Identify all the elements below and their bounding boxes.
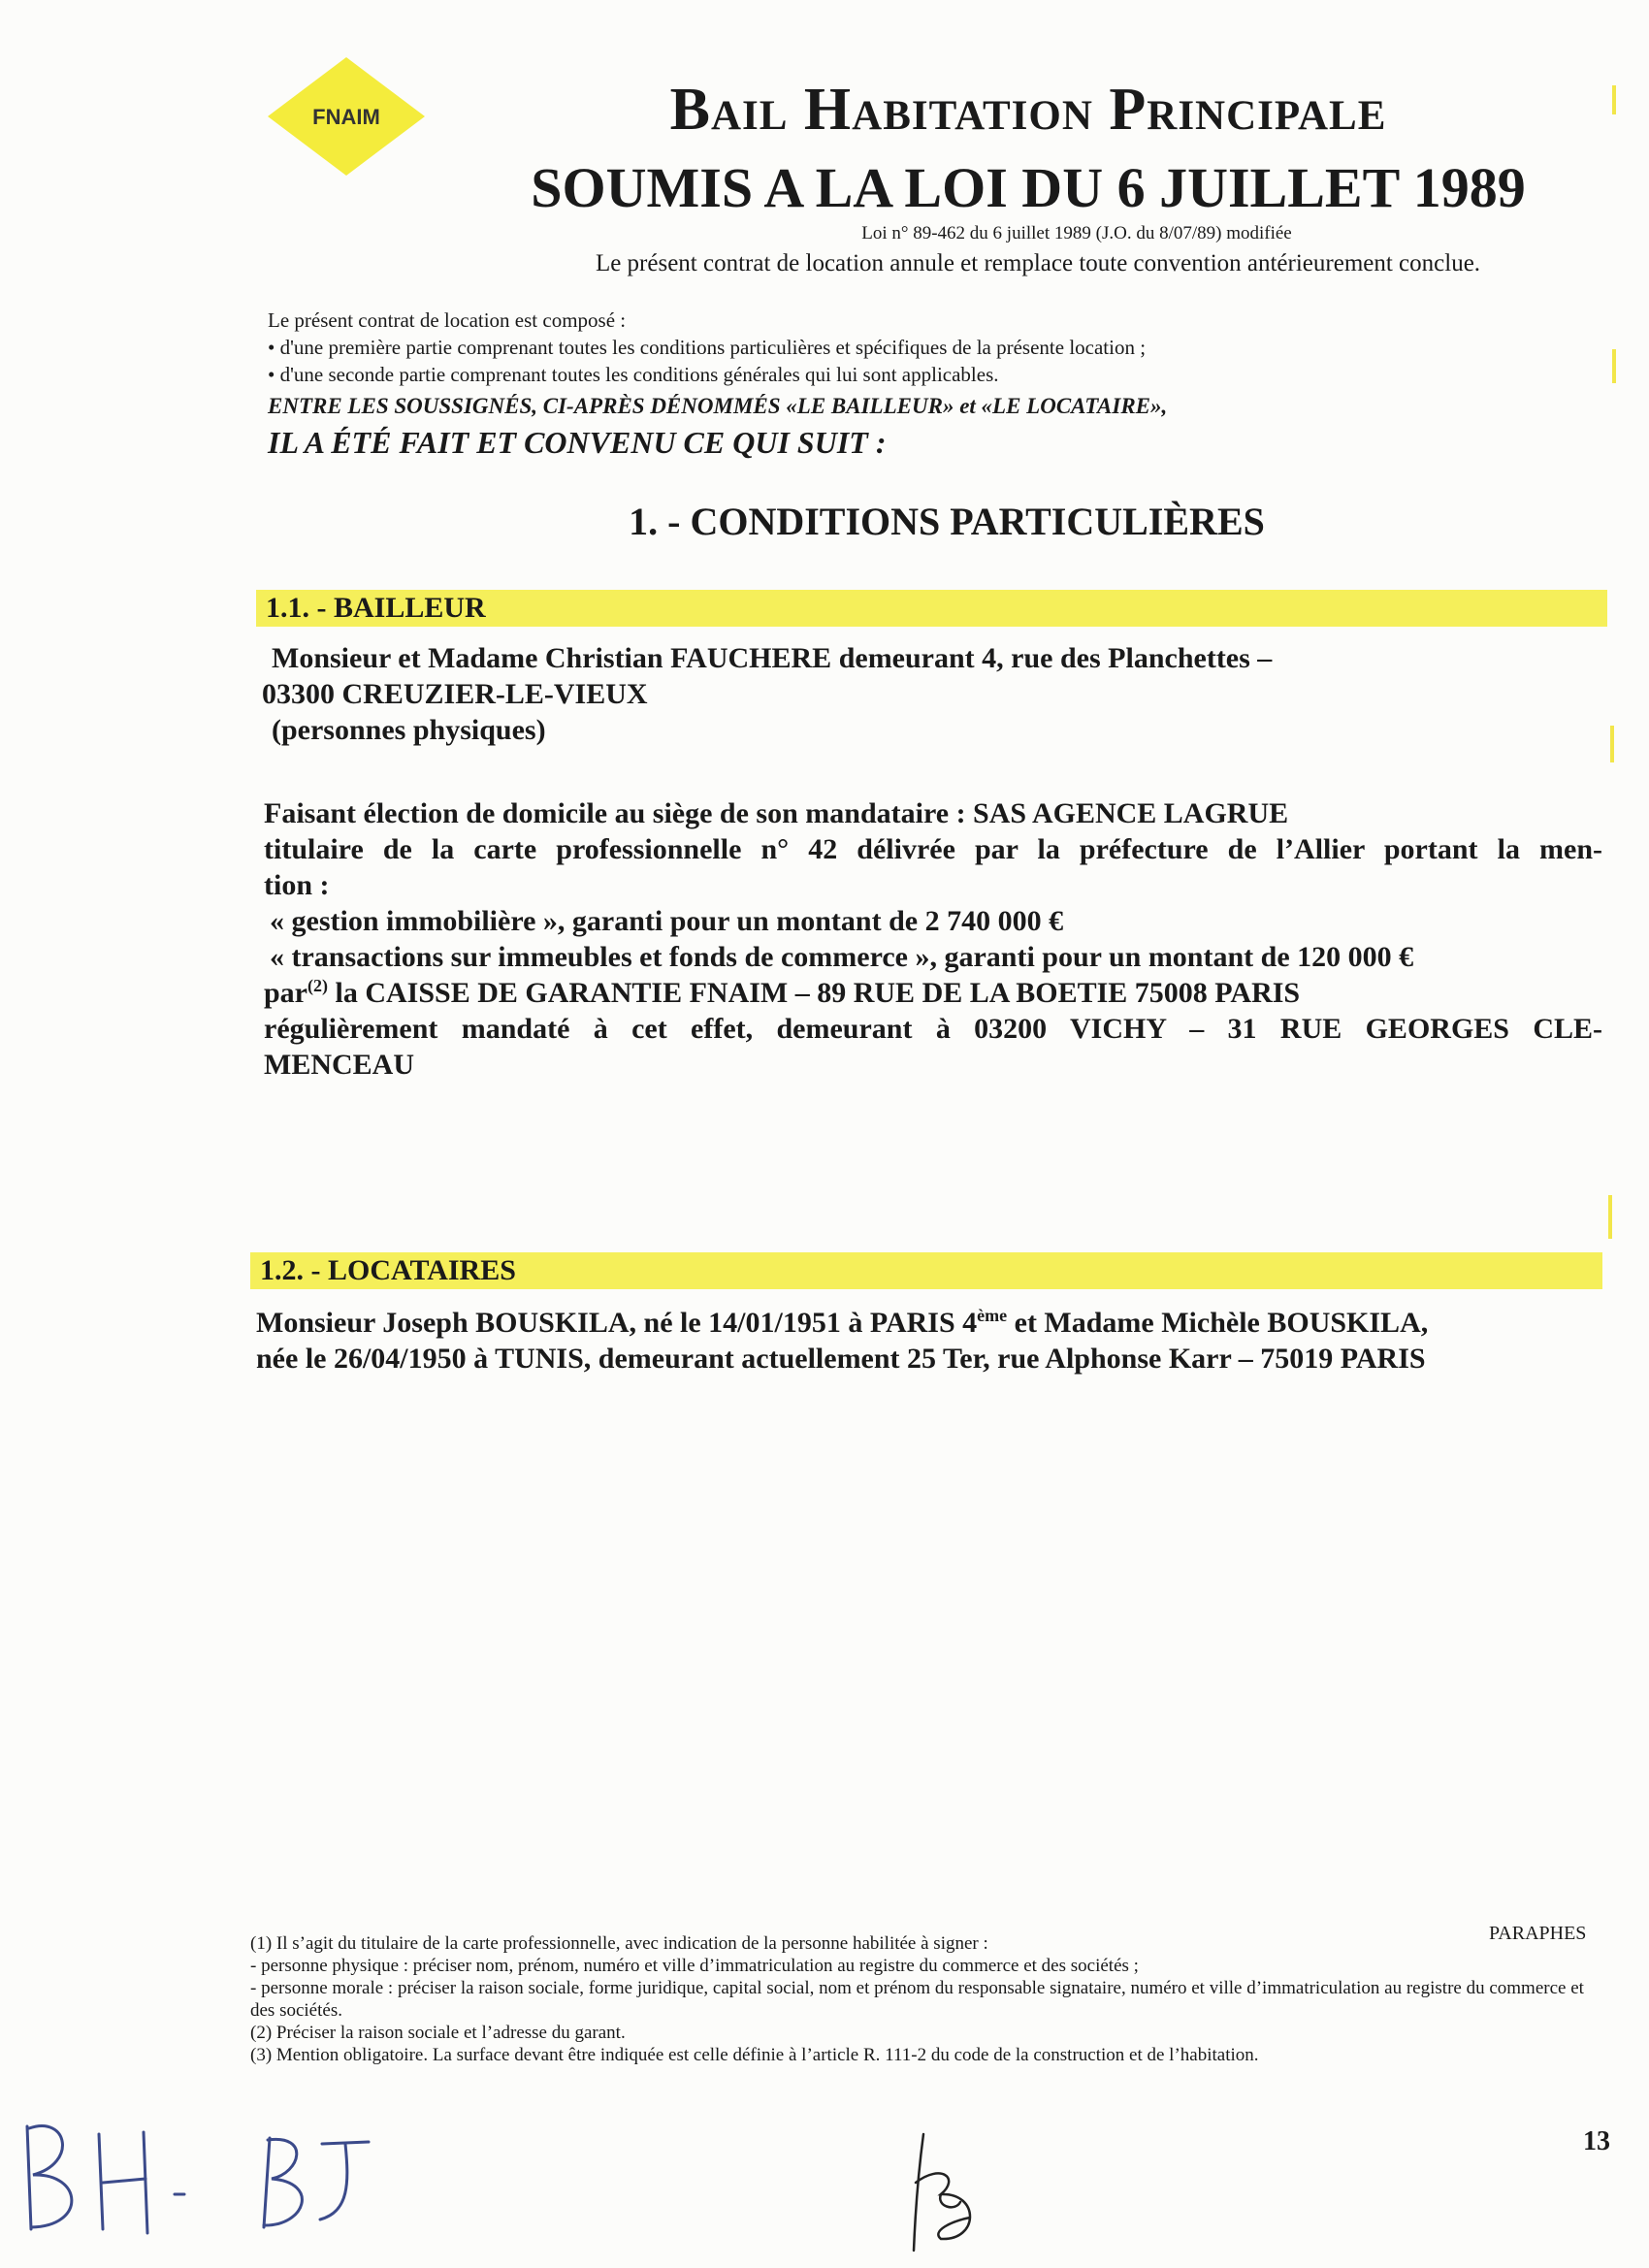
intro-line: Le présent contrat de location est composé : <box>268 308 627 332</box>
mandataire-line: « gestion immobilière », garanti pour un montant de 2 740 000 € <box>270 905 1064 937</box>
agreement-statement: IL A ÉTÉ FAIT ET CONVENU CE QUI SUIT : <box>268 425 887 460</box>
mandataire-line <box>264 975 1602 1011</box>
footnote: (2) Préciser la raison sociale et l’adresse du garant. <box>250 2023 626 2043</box>
edge-mark <box>1612 349 1616 383</box>
bailleur-block <box>262 640 1273 748</box>
bailleur-heading: 1.1. - BAILLEUR <box>256 590 1607 627</box>
intro-line: • d'une première partie comprenant toutes les conditions particulières et spécifiques de la présente location ; <box>268 336 1147 359</box>
replacement-notice: Le présent contrat de location annule et remplace toute convention antérieurement conclue. <box>595 250 1481 276</box>
edge-mark <box>1612 85 1616 114</box>
edge-mark <box>1610 726 1614 762</box>
footnote: (1) Il s’agit du titulaire de la carte professionnelle, avec indication de la personne habilitée à signer : <box>250 1933 988 1954</box>
locataires-line <box>256 1305 1575 1341</box>
section-title: 1. - CONDITIONS PARTICULIÈRES <box>629 500 1265 543</box>
document-subtitle: SOUMIS A LA LOI DU 6 JUILLET 1989 <box>531 156 1526 219</box>
mandataire-block <box>264 795 1602 1083</box>
mandataire-line: MENCEAU <box>264 1049 414 1081</box>
fnaim-logo <box>264 53 429 179</box>
document-title: Bail Habitation Principale <box>669 77 1387 143</box>
locataires-heading: 1.2. - LOCATAIRES <box>250 1252 1602 1289</box>
mandataire-line: régulièrement mandaté à cet effet, demeurant à 03200 VICHY – 31 RUE GEORGES CLE- <box>264 1013 1602 1045</box>
footnotes <box>250 1932 1608 2066</box>
intro-block <box>268 307 1568 388</box>
locataires-block <box>256 1305 1575 1377</box>
footnote: - personne physique : préciser nom, prénom, numéro et ville d’immatriculation au registre du commerce et des sociétés ; <box>250 1956 1139 1976</box>
text-fragment: et Madame Michèle BOUSKILA, <box>1007 1307 1429 1339</box>
mandataire-line: tion : <box>264 869 330 901</box>
footnote-ref: (2) <box>307 976 328 995</box>
footnote: (3) Mention obligatoire. La surface devant être indiquée est celle définie à l’article R. 111-2 du code de la construction et de l’habitation. <box>250 2045 1259 2065</box>
parties-statement: ENTRE LES SOUSSIGNÉS, CI-APRÈS DÉNOMMÉS «LE BAILLEUR» et «LE LOCATAIRE», <box>268 394 1168 418</box>
logo-text: FNAIM <box>312 105 380 129</box>
handwritten-paraphe-icon <box>902 2124 1009 2260</box>
locataires-line: née le 26/04/1950 à TUNIS, demeurant actuellement 25 Ter, rue Alphonse Karr – 75019 PARIS <box>256 1343 1426 1375</box>
edge-mark <box>1608 1195 1612 1239</box>
text-fragment: Monsieur Joseph BOUSKILA, né le 14/01/1951 à PARIS 4 <box>256 1307 978 1339</box>
text-fragment: la CAISSE DE GARANTIE FNAIM – 89 RUE DE LA BOETIE 75008 PARIS <box>328 977 1301 1009</box>
handwritten-initials-icon <box>10 2105 417 2241</box>
bailleur-line: 03300 CREUZIER-LE-VIEUX <box>262 678 648 710</box>
intro-line: • d'une seconde partie comprenant toutes les conditions générales qui lui sont applicables. <box>268 363 999 386</box>
text-fragment: par <box>264 977 307 1009</box>
mandataire-line: titulaire de la carte professionnelle n° 42 délivrée par la préfecture de l’Allier portant la men- <box>264 833 1602 865</box>
paraphes-label: PARAPHES <box>1489 1923 1587 1944</box>
mandataire-line: Faisant élection de domicile au siège de son mandataire : SAS AGENCE LAGRUE <box>264 797 1289 829</box>
bailleur-line: Monsieur et Madame Christian FAUCHERE demeurant 4, rue des Planchettes – <box>272 642 1273 674</box>
law-reference: Loi n° 89-462 du 6 juillet 1989 (J.O. du 8/07/89) modifiée <box>861 223 1292 243</box>
page-number: 13 <box>1583 2126 1610 2156</box>
mandataire-line: « transactions sur immeubles et fonds de commerce », garanti pour un montant de 120 000 € <box>270 941 1414 973</box>
bailleur-line: (personnes physiques) <box>272 714 546 746</box>
superscript: ème <box>977 1306 1008 1325</box>
footnote: - personne morale : préciser la raison sociale, forme juridique, capital social, nom et prénom du responsable signataire, numéro et ville d’immatriculation au registre du commerce et des sociétés. <box>250 1978 1584 2021</box>
